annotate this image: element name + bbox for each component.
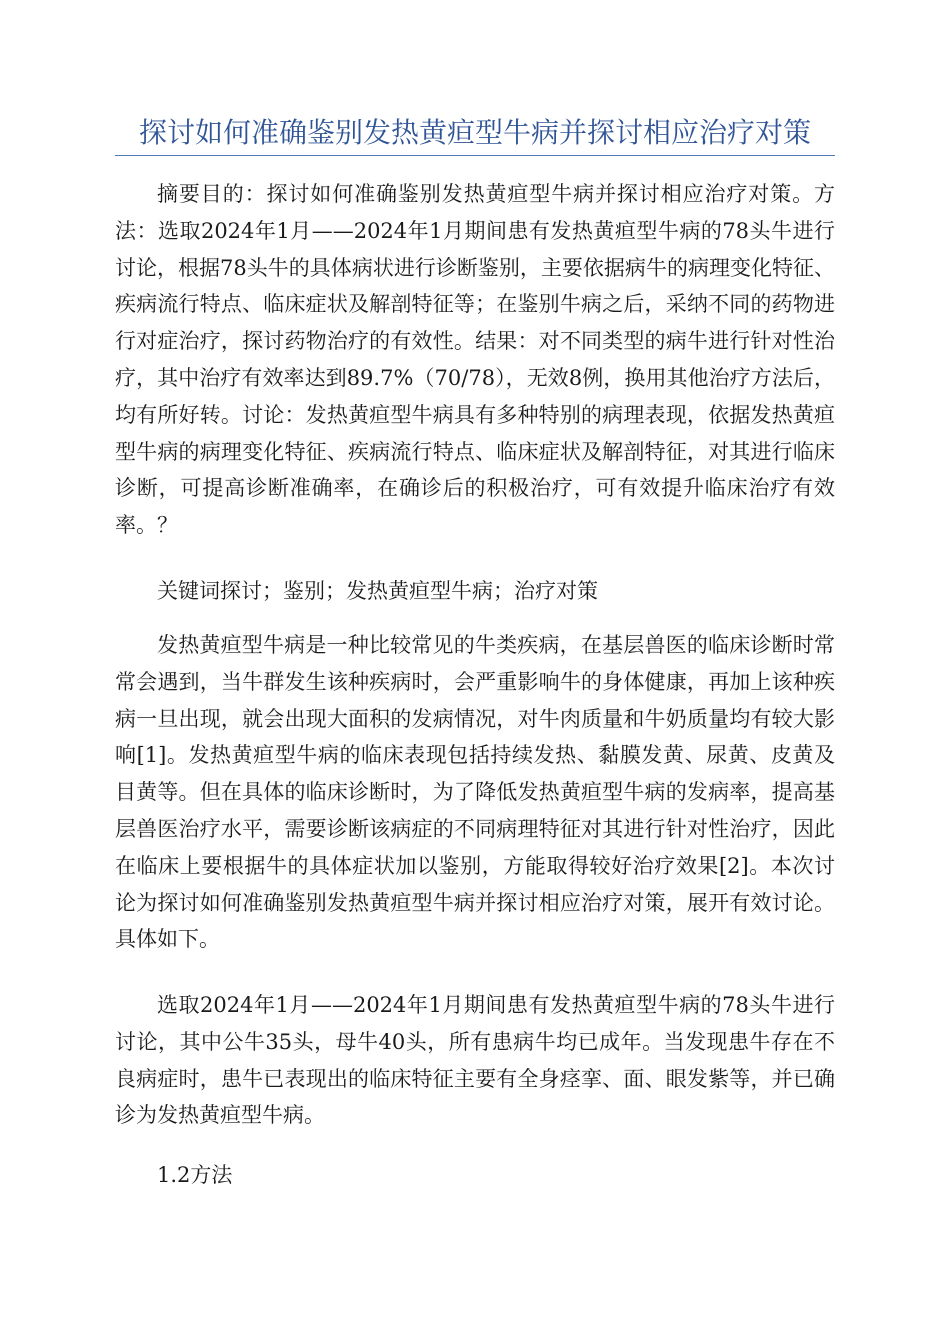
abstract-paragraph: 摘要目的：探讨如何准确鉴别发热黄疸型牛病并探讨相应治疗对策。方法：选取2024年1月——2024年1月期间患有发热黄疸型牛病的78头牛进行讨论，根据78头牛的具体病状进行诊断鉴别，主要依据病牛的病理变化特征、疾病流行特点、临床症状及解剖特征等；在鉴别牛病之后，采纳不同的药物进行对症治疗，探讨药物治疗的有效性。结果：对不同类型的病牛进行针对性治疗，其中治疗有效率达到89.7%（70/78），无效8例，换用其他治疗方法后，均有所好转。讨论：发热黄疸型牛病具有多种特别的病理表现，依据发热黄疸型牛病的病理变化特征、疾病流行特点、临床症状及解剖特征，对其进行临床诊断，可提高诊断准确率，在确诊后的积极治疗，可有效提升临床治疗有效率。？	[115, 182, 835, 538]
introduction-paragraph: 发热黄疸型牛病是一种比较常见的牛类疾病，在基层兽医的临床诊断时常常会遇到，当牛群发生该种疾病时，会严重影响牛的身体健康，再加上该种疾病一旦出现，就会出现大面积的发病情况，对牛肉质量和牛奶质量均有较大影响[1]。发热黄疸型牛病的临床表现包括持续发热、黏膜发黄、尿黄、皮黄及目黄等。但在具体的临床诊断时，为了降低发热黄疸型牛病的发病率，提高基层兽医治疗水平，需要诊断该病症的不同病理特征对其进行针对性治疗，因此在临床上要根据牛的具体症状加以鉴别，方能取得较好治疗效果[2]。本次讨论为探讨如何准确鉴别发热黄疸型牛病并探讨相应治疗对策，展开有效讨论。具体如下。	[115, 633, 835, 952]
title-underline	[115, 155, 835, 156]
subjects-paragraph: 选取2024年1月——2024年1月期间患有发热黄疸型牛病的78头牛进行讨论，其中公牛35头，母牛40头，所有患病牛均已成年。当发现患牛存在不良病症时，患牛已表现出的临床特征主要有全身痉挛、面、眼发紫等，并已确诊为发热黄疸型牛病。	[115, 993, 835, 1128]
method-heading: 1.2方法	[157, 1163, 233, 1187]
keywords-paragraph: 关键词探讨；鉴别；发热黄疸型牛病；治疗对策	[157, 579, 598, 603]
document-title: 探讨如何准确鉴别发热黄疸型牛病并探讨相应治疗对策	[138, 116, 811, 149]
